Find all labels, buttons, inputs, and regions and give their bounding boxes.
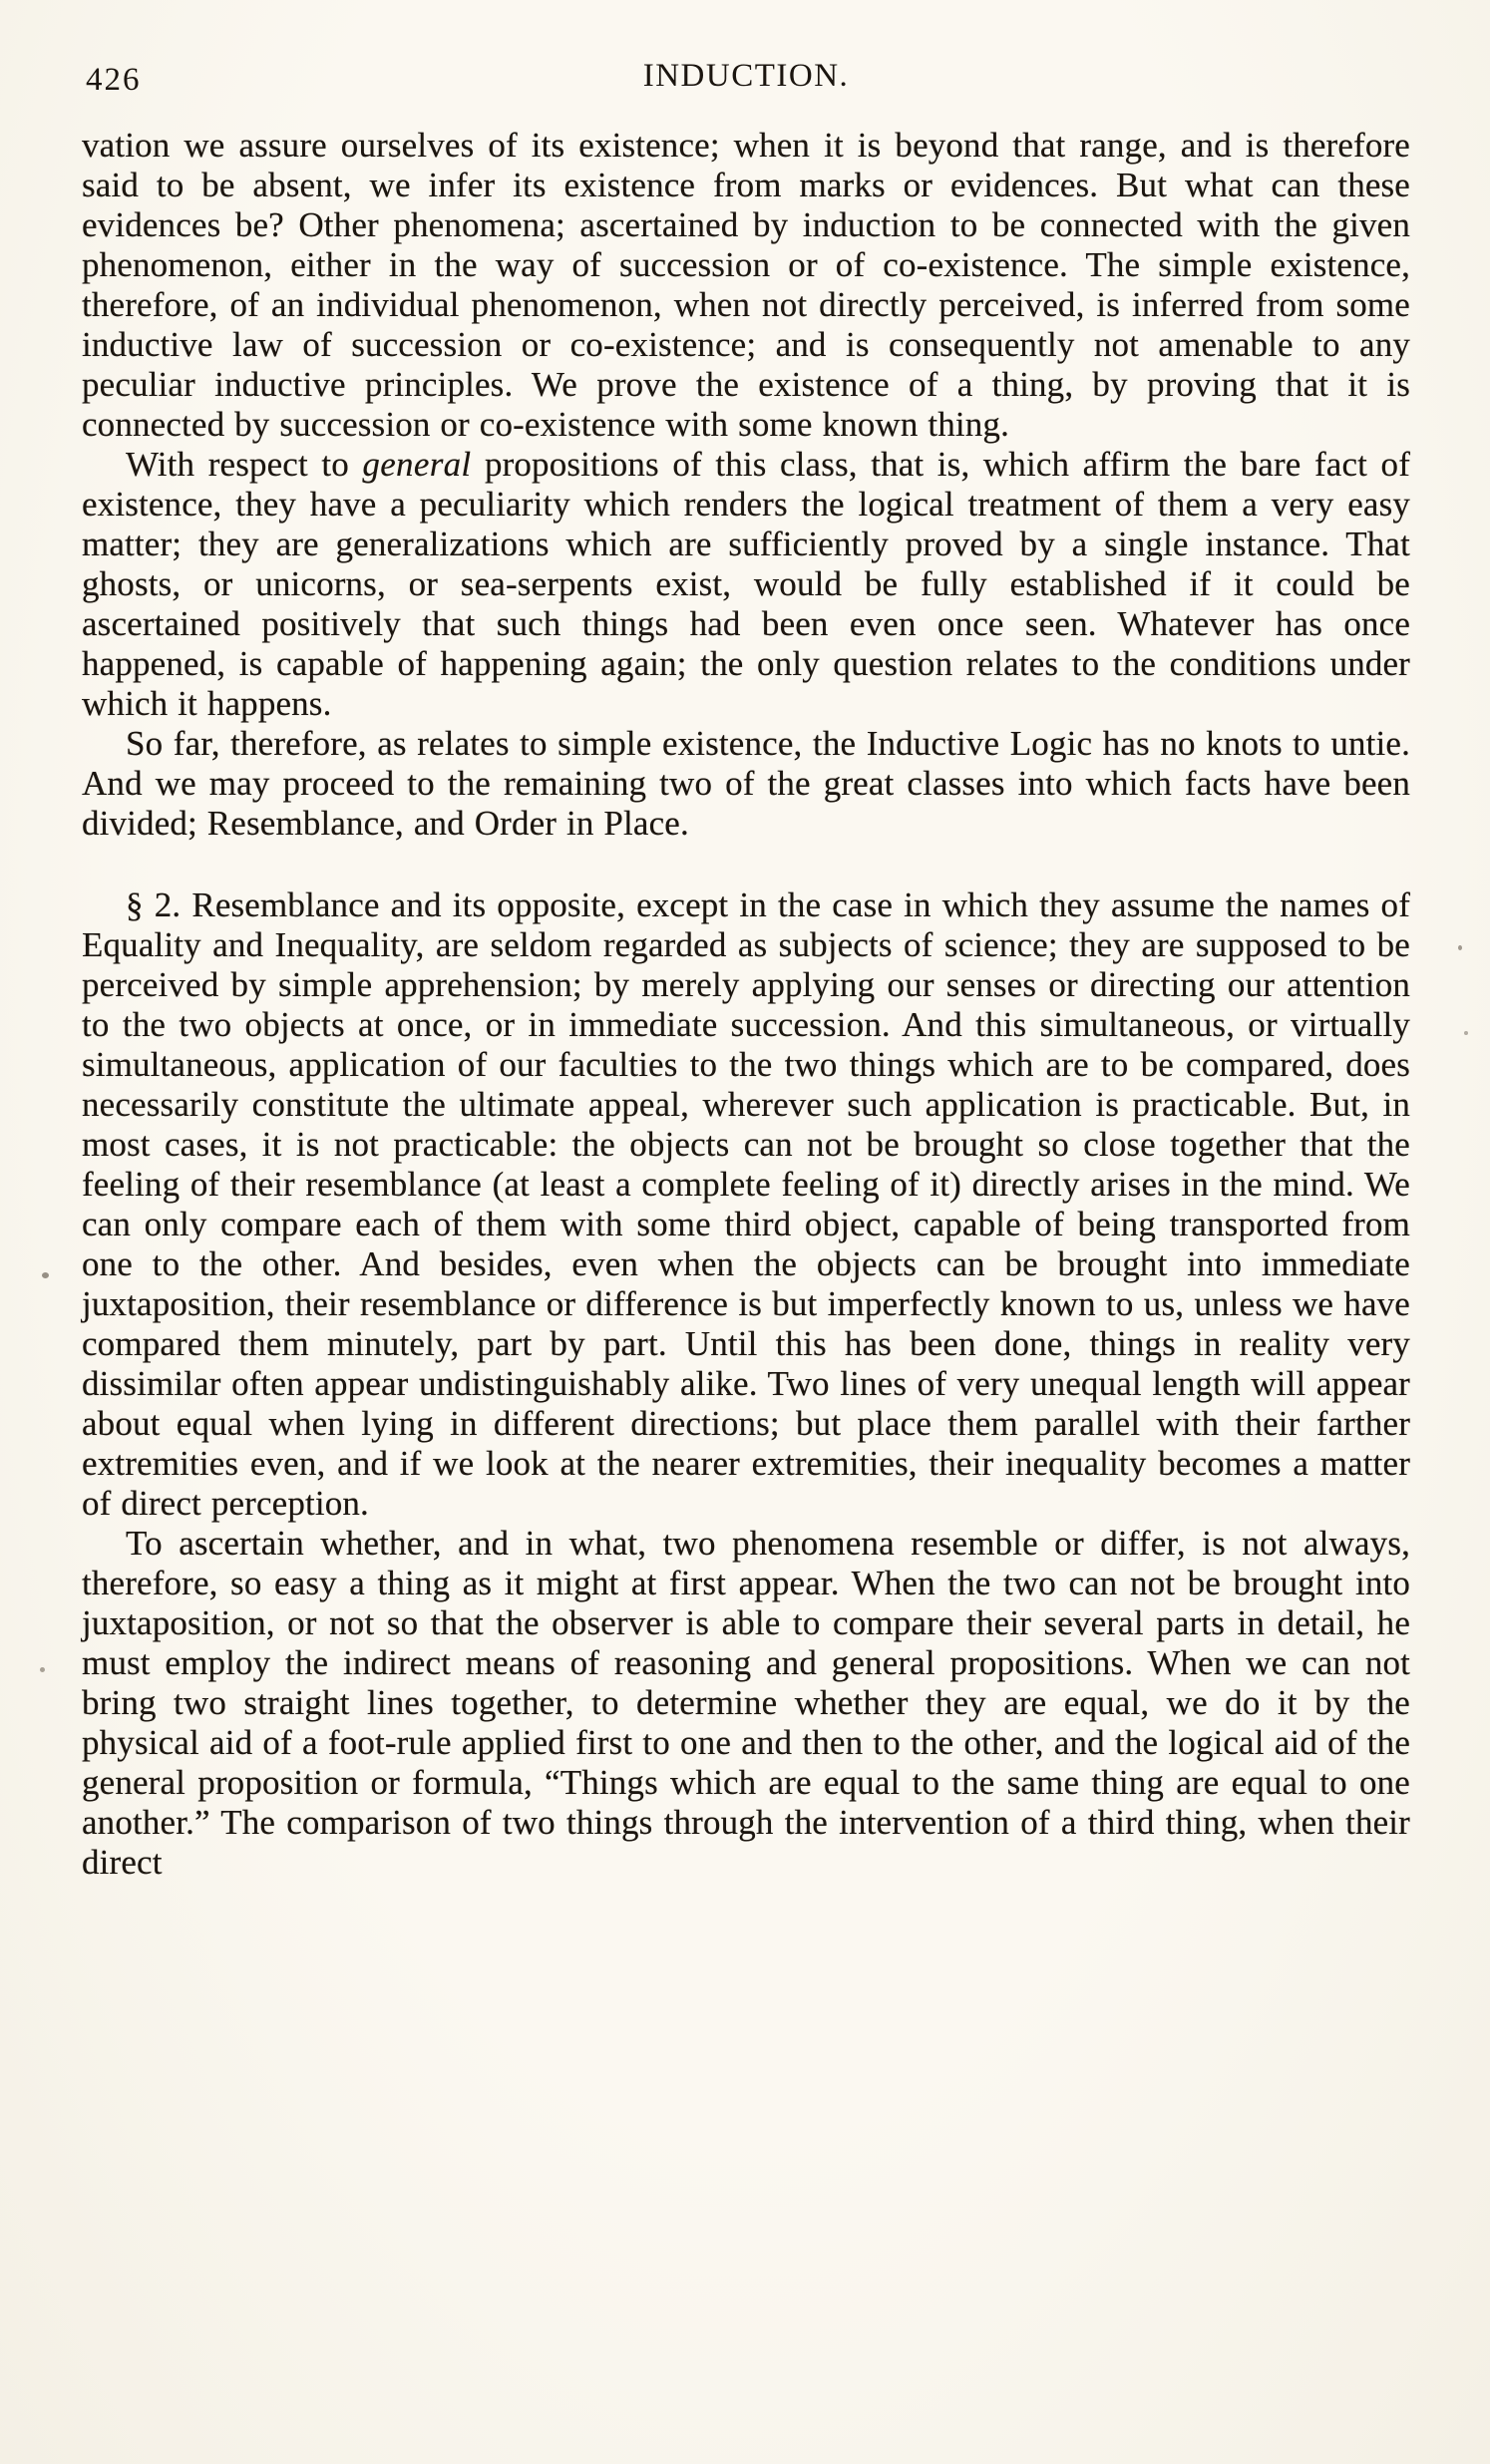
page-number: 426 [86, 62, 142, 98]
scan-speck [40, 1667, 45, 1672]
text-run: To ascertain whether, and in what, two phenomena resemble or differ, is not always, therefore, so easy a thing as it might at first appear. When the two can not be brought into juxtaposition, or not so that the observer is able to compare their several parts in detail, he must employ the indirect means of reasoning and general propositions. When we can not bring two straight lines together, to determine whether they are equal, we do it by the physical aid of a foot-rule applied first to one and then to the other, and the logical aid of the general proposition or formula, “Things which are equal to the same thing are equal to one another.” The comparison of two things through the intervention of a third thing, when their direct [82, 1524, 1410, 1882]
text-run: With respect to [126, 445, 363, 484]
scan-speck [1458, 945, 1462, 950]
paragraph-continuation [82, 126, 1410, 445]
paragraph-general-propositions [82, 445, 1410, 724]
text-block [82, 126, 1410, 1883]
scan-speck [1464, 1031, 1468, 1035]
running-title: INDUCTION. [642, 58, 850, 94]
page-header [82, 58, 1410, 104]
paragraph-section-2 [82, 885, 1410, 1524]
text-run: vation we assure ourselves of its existence; when it is beyond that range, and is therefore said to be absent, we infer its existence from marks or evidences. But what can these evidences be? Other phenomena; ascertained by induction to be connected with the given phenomenon, either in the way of succession or of co-existence. The simple existence, therefore, of an individual phenomenon, when not directly perceived, is inferred from some inductive law of succession or co-existence; and is consequently not amenable to any peculiar inductive principles. We prove the existence of a thing, by proving that it is connected by succession or co-existence with some known thing. [82, 126, 1410, 444]
text-run: § 2. Resemblance and its opposite, except in the case in which they assume the names of Equality and Inequality, are seldom regarded as subjects of science; they are supposed to be perceived by simple apprehension; by merely applying our senses or directing our attention to the two objects at once, or in immediate succession. And this simultaneous, or virtually simultaneous, application of our faculties to the two things which are to be compared, does necessarily constitute the ultimate appeal, wherever such application is practicable. But, in most cases, it is not practicable: the objects can not be brought so close together that the feeling of their resemblance (at least a complete feeling of it) directly arises in the mind. We can only compare each of them with some third object, capable of being transported from one to the other. And besides, even when the objects can be brought into immediate juxtaposition, their resemblance or difference is but imperfectly known to us, unless we have compared them minutely, part by part. Until this has been done, things in reality very dissimilar often appear undistinguishably alike. Two lines of very unequal length will appear about equal when lying in different directions; but place them parallel with their farther extremities even, and if we look at the nearer extremities, their inequality becomes a matter of direct perception. [82, 885, 1410, 1523]
text-run: So far, therefore, as relates to simple existence, the Inductive Logic has no knots to untie. And we may proceed to the remaining two of the great classes into which facts have been divided; Resemblance, and Order in Place. [82, 724, 1410, 843]
scan-speck [42, 1272, 49, 1278]
paragraph-so-far [82, 724, 1410, 844]
paragraph-to-ascertain [82, 1524, 1410, 1883]
text-run: propositions of this class, that is, which affirm the bare fact of existence, they have a peculiarity which renders the logical treatment of them a very easy matter; they are generalizations which are sufficiently proved by a single instance. That ghosts, or unicorns, or sea-serpents exist, would be fully established if it could be ascertained positively that such things had been even once seen. Whatever has once happened, is capable of happening again; the only question relates to the conditions under which it happens. [82, 445, 1410, 723]
text-run: general [362, 445, 472, 484]
